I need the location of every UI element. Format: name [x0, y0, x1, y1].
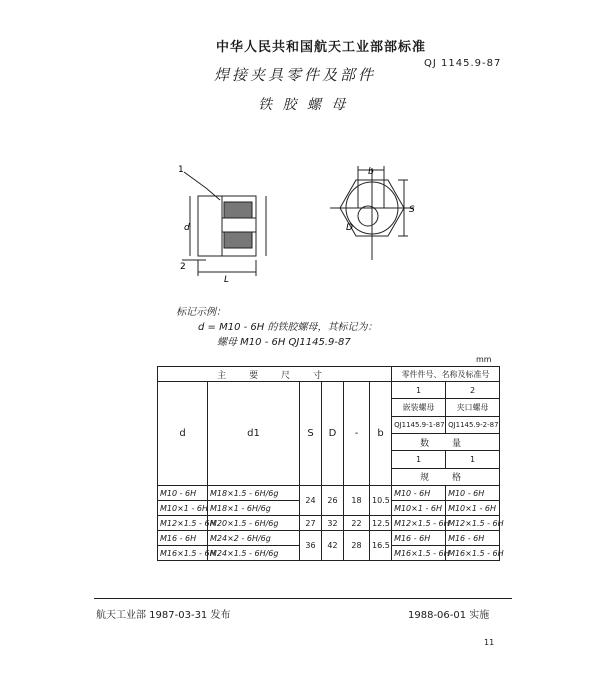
part-std-1: QJ1145.9-1-87 — [392, 416, 446, 433]
row-D: 42 — [322, 531, 344, 561]
spec-table — [157, 366, 504, 561]
row-spec1: M10 - 6H — [392, 486, 446, 501]
row-d1: M20×1.5 - 6H/6g — [208, 516, 300, 531]
standard-code: QJ 1145.9-87 — [424, 58, 502, 69]
row-dash: 28 — [344, 531, 370, 561]
effective-date: 1988-06-01 实施 — [408, 610, 490, 621]
row-d: M10 - 6H — [158, 486, 208, 501]
row-spec2: M16 - 6H — [446, 531, 500, 546]
dim-label-l: L — [224, 275, 230, 285]
row-spec1: M16 - 6H — [392, 531, 446, 546]
part-name-1: 嵌装螺母 — [392, 399, 446, 416]
part-no-1: 1 — [392, 382, 446, 399]
dim-label-D: D — [346, 223, 353, 233]
dim-label-b: b — [368, 167, 374, 177]
marking-heading: 标记示例： — [176, 307, 226, 318]
row-b: 10.5 — [370, 486, 392, 516]
dim-label-part1: 1 — [178, 165, 184, 175]
row-spec1: M16×1.5 - 6H — [392, 546, 446, 561]
row-dash: 22 — [344, 516, 370, 531]
row-b: 12.5 — [370, 516, 392, 531]
main-dims-header: 主 要 尺 寸 — [158, 367, 392, 382]
col-s-header: S — [300, 382, 322, 486]
row-d1: M18×1.5 - 6H/6g — [208, 486, 300, 501]
standard-org: 中华人民共和国航天工业部部标准 — [216, 40, 427, 55]
row-d: M16×1.5 - 6H — [158, 546, 208, 561]
row-b: 16.5 — [370, 531, 392, 561]
row-s: 24 — [300, 486, 322, 516]
col-d1-header: d1 — [208, 382, 300, 486]
row-D: 32 — [322, 516, 344, 531]
row-spec2: M12×1.5 - 6H — [446, 516, 500, 531]
part-name-2: 夹口螺母 — [446, 399, 500, 416]
row-d: M10×1 - 6H — [158, 501, 208, 516]
marking-line2: 螺母 M10 - 6H QJ1145.9-87 — [217, 337, 351, 348]
row-spec2: M10×1 - 6H — [446, 501, 500, 516]
marking-line1: d = M10 - 6H 的铁胶螺母，其标记为： — [198, 322, 378, 333]
row-d1: M24×1.5 - 6H/6g — [208, 546, 300, 561]
row-d: M12×1.5 - 6H — [158, 516, 208, 531]
footer-divider — [94, 598, 512, 599]
page-number: 11 — [484, 638, 495, 647]
row-dash: 18 — [344, 486, 370, 516]
document-title: 焊接夹具零件及部件 — [214, 66, 377, 84]
qty-2: 1 — [446, 451, 500, 468]
part-std-2: QJ1145.9-2-87 — [446, 416, 500, 433]
approved-date: 航天工业部 1987-03-31 发布 — [96, 610, 231, 621]
col-dash-header: - — [344, 382, 370, 486]
col-d-header: d — [158, 382, 208, 486]
row-d1: M24×2 - 6H/6g — [208, 531, 300, 546]
row-spec2: M16×1.5 - 6H — [446, 546, 500, 561]
row-D: 26 — [322, 486, 344, 516]
row-s: 36 — [300, 531, 322, 561]
unit-label: mm — [476, 355, 492, 364]
side-view-drawing — [176, 160, 286, 285]
front-view-drawing — [316, 160, 426, 285]
qty-header: 数 量 — [392, 433, 500, 450]
row-spec1: M10×1 - 6H — [392, 501, 446, 516]
document-subtitle: 铁 胶 螺 母 — [258, 97, 349, 113]
row-spec2: M10 - 6H — [446, 486, 500, 501]
row-spec1: M12×1.5 - 6H — [392, 516, 446, 531]
row-d1: M18×1 - 6H/6g — [208, 501, 300, 516]
part-header: 零件件号、名称及标准号 — [392, 367, 500, 382]
dim-label-part2: 2 — [180, 262, 186, 272]
spec-header: 规 格 — [392, 468, 500, 485]
dim-label-d: d — [184, 223, 190, 233]
part-no-2: 2 — [446, 382, 500, 399]
qty-1: 1 — [392, 451, 446, 468]
dim-label-s: S — [409, 205, 415, 215]
row-d: M16 - 6H — [158, 531, 208, 546]
col-b-header: b — [370, 382, 392, 486]
col-D-header: D — [322, 382, 344, 486]
row-s: 27 — [300, 516, 322, 531]
